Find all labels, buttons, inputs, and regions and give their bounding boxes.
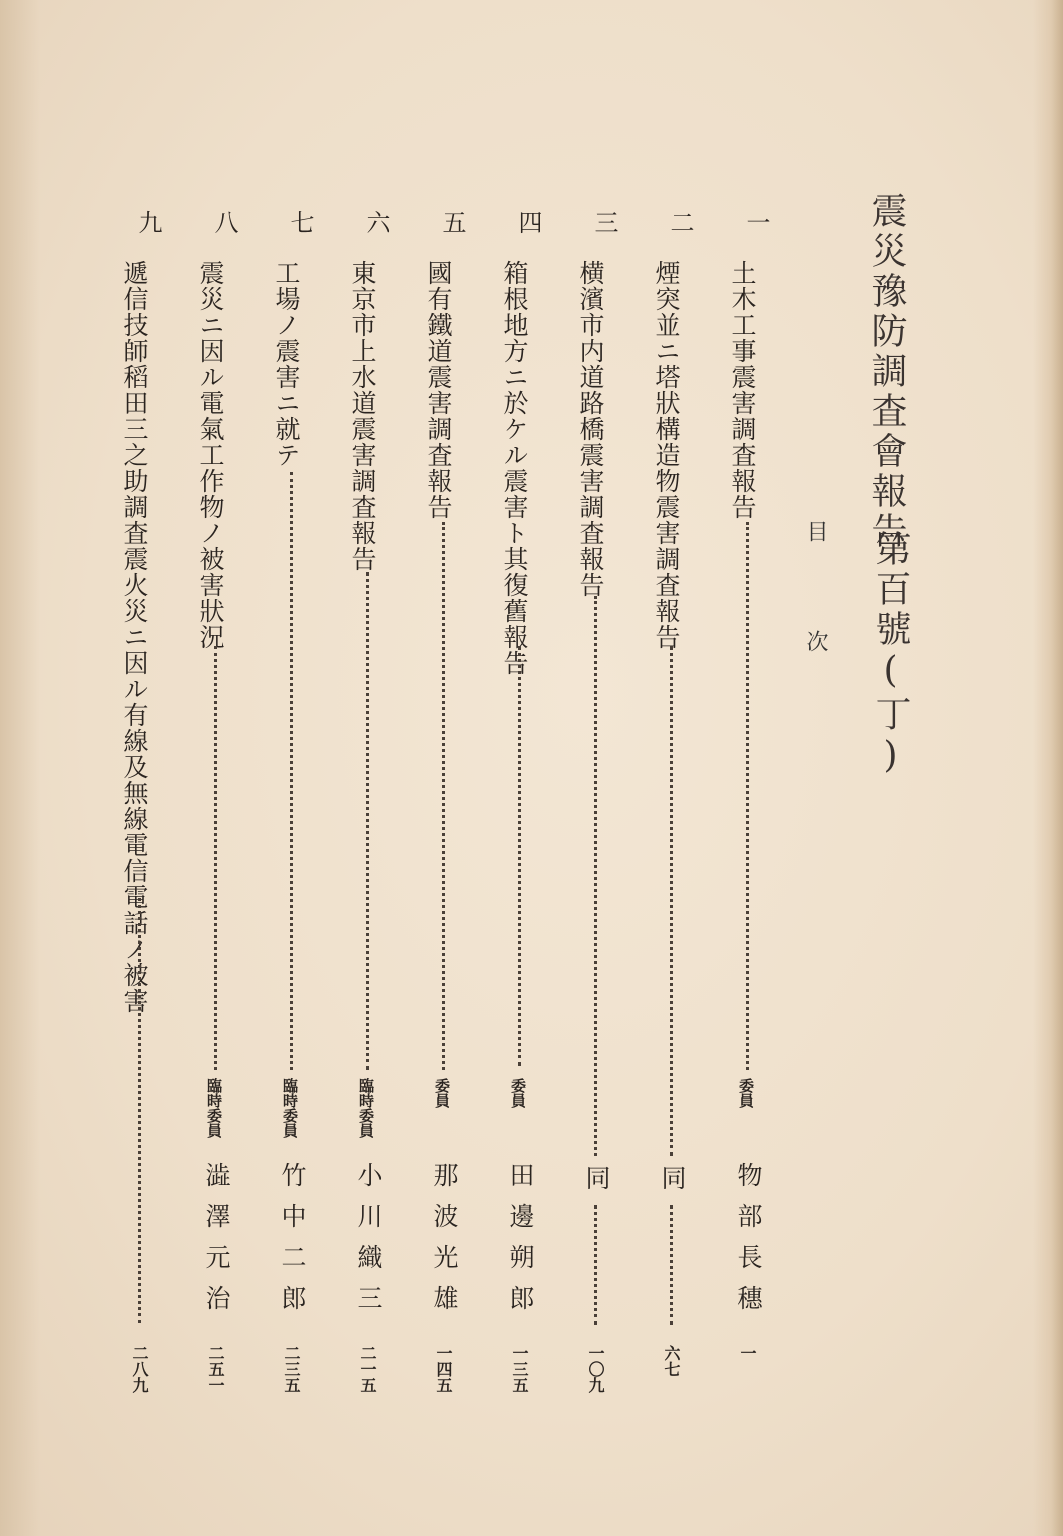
entry-title: 震災ニ因ル電氣工作物ノ被害狀況 <box>196 260 225 650</box>
entry-number: 八 <box>210 210 238 234</box>
report-title: 震災豫防調査會報告 <box>866 192 907 552</box>
entry-number: 三 <box>590 210 618 234</box>
page-right-edge <box>1033 0 1063 1536</box>
entry-number: 四 <box>514 210 542 234</box>
page-spine-shadow <box>0 0 40 1536</box>
toc-entry <box>500 210 540 1400</box>
entry-page: 六七 <box>662 1345 681 1377</box>
entry-title: 遞信技師稻田三之助調査震火災ニ因ル有線及無線電信電話ノ被害 <box>120 260 149 1014</box>
entry-title: 工場ノ震害ニ就テ <box>272 260 301 468</box>
entry-author: 那波光雄 <box>430 1162 459 1326</box>
entry-page: 二八九 <box>130 1345 149 1393</box>
entry-author-role: 委員 <box>737 1078 755 1108</box>
toc-entry <box>576 210 616 1400</box>
entry-leader <box>670 1205 677 1325</box>
entry-title: 煙突並ニ塔狀構造物震害調査報告 <box>652 260 681 650</box>
entry-author: 田邊朔郎 <box>506 1162 535 1326</box>
entry-page: 一四五 <box>434 1345 453 1393</box>
toc-entry <box>652 210 692 1400</box>
report-part-text: 丁 <box>870 695 911 735</box>
toc-entry <box>728 210 768 1400</box>
entry-leader <box>518 646 525 1066</box>
entry-title: 横濱市内道路橋震害調査報告 <box>576 260 605 598</box>
report-number <box>870 530 911 780</box>
entry-author: 竹中二郎 <box>278 1162 307 1326</box>
entry-leader <box>290 472 297 1070</box>
entry-number: 一 <box>742 210 770 234</box>
entry-author-role: 臨時委員 <box>357 1078 375 1138</box>
entry-page: 一三五 <box>510 1345 529 1393</box>
entry-number: 七 <box>286 210 314 234</box>
entry-page: 一 <box>738 1345 757 1361</box>
entry-leader <box>594 596 601 1156</box>
toc-entry <box>348 210 388 1400</box>
entry-leader <box>594 1205 601 1325</box>
entry-title: 國有鐵道震害調査報告 <box>424 260 453 520</box>
entry-leader <box>442 522 449 1070</box>
entry-author-role: 委員 <box>433 1078 451 1108</box>
entry-author: 澁澤元治 <box>202 1162 231 1326</box>
entry-leader <box>214 646 221 1070</box>
entry-title: 箱根地方ニ於ケル震害ト其復舊報告 <box>500 260 529 676</box>
entry-author: 同 <box>582 1165 611 1206</box>
toc-entry <box>120 210 160 1400</box>
toc-entry <box>424 210 464 1400</box>
toc-label-2: 次 <box>803 630 828 652</box>
entry-page: 二五一 <box>206 1345 225 1393</box>
report-part: (丁) <box>870 650 911 780</box>
entry-author-role: 臨時委員 <box>205 1078 223 1138</box>
toc-entry <box>272 210 312 1400</box>
entry-title: 土木工事震害調査報告 <box>728 260 757 520</box>
entry-leader <box>366 572 373 1070</box>
entry-page: 二三五 <box>282 1345 301 1393</box>
entry-author: 同 <box>658 1165 687 1206</box>
entry-author-role: 臨時委員 <box>281 1078 299 1138</box>
entry-number: 九 <box>134 210 162 234</box>
entry-number: 五 <box>438 210 466 234</box>
entry-number: 六 <box>362 210 390 234</box>
entry-author: 小川織三 <box>354 1162 383 1326</box>
report-number-text: 第百號 <box>870 530 911 650</box>
entry-leader <box>670 646 677 1156</box>
entry-leader <box>746 522 753 1070</box>
entry-author-role: 委員 <box>509 1078 527 1108</box>
entry-page: 一〇九 <box>586 1345 605 1393</box>
entry-page: 二一五 <box>358 1345 377 1393</box>
toc-label-1: 目 <box>803 520 828 542</box>
entry-title: 東京市上水道震害調査報告 <box>348 260 377 572</box>
entry-leader <box>138 898 145 1323</box>
toc-entry <box>196 210 236 1400</box>
entry-author: 物部長穗 <box>734 1162 763 1326</box>
entry-number: 二 <box>666 210 694 234</box>
